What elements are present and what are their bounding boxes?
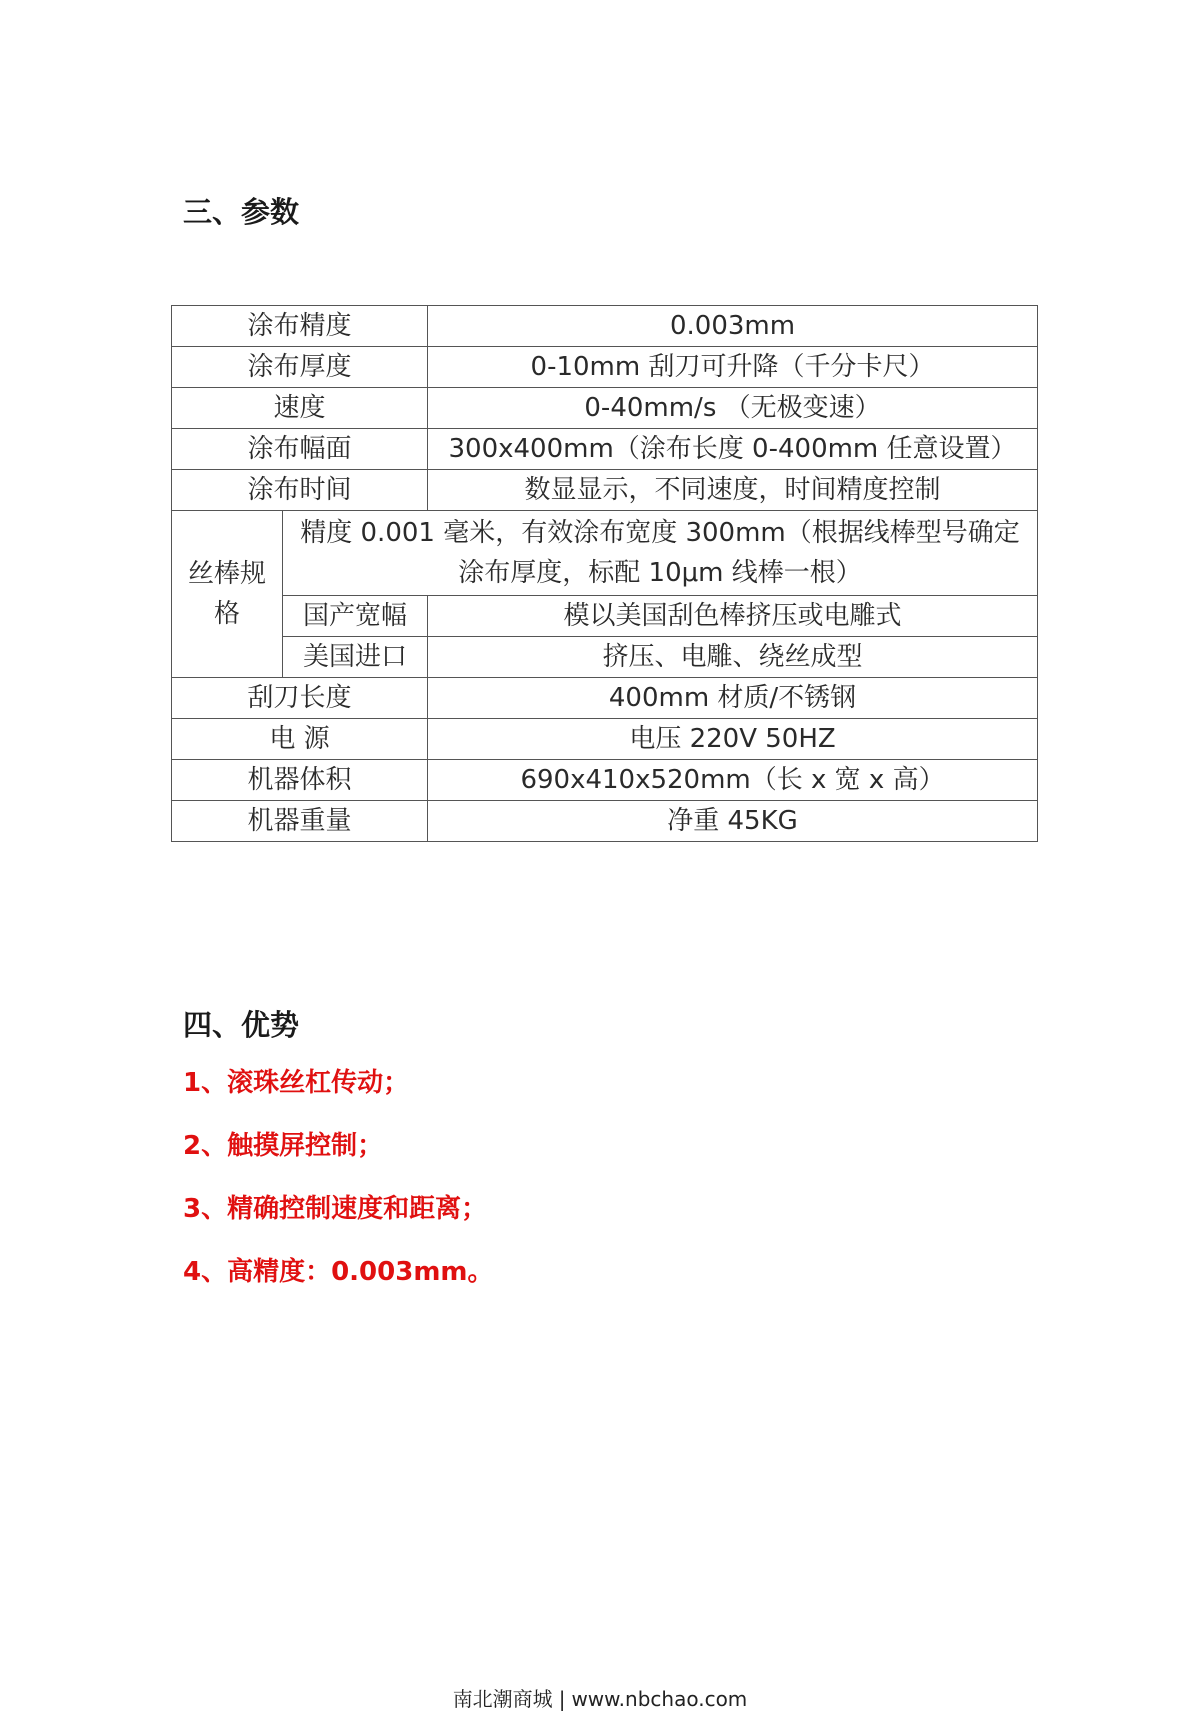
section-title-params: 三、参数 — [183, 195, 300, 229]
table-row — [172, 388, 1038, 429]
table-row — [172, 470, 1038, 511]
rod-spec-general: 精度 0.001 毫米，有效涂布宽度 300mm（根据线棒型号确定涂布厚度，标配 10μm 线棒一根） — [283, 511, 1038, 596]
param-label: 涂布精度 — [172, 306, 428, 347]
list-item: 1、滚珠丝杠传动； — [183, 1068, 410, 1098]
param-value: 电压 220V 50HZ — [428, 719, 1038, 760]
footer-url[interactable]: www.nbchao.com — [571, 1687, 748, 1711]
rod-sub-value: 挤压、电雕、绕丝成型 — [428, 637, 1038, 678]
table-row — [172, 429, 1038, 470]
param-value: 0.003mm — [428, 306, 1038, 347]
rod-sub-label: 国产宽幅 — [283, 596, 428, 637]
table-row — [172, 637, 1038, 678]
table-row — [172, 719, 1038, 760]
table-row — [172, 678, 1038, 719]
param-label: 机器体积 — [172, 760, 428, 801]
table-row — [172, 511, 1038, 596]
footer-site-name: 南北潮商城 — [452, 1687, 553, 1711]
section-title-advantages: 四、优势 — [183, 1008, 300, 1042]
param-label: 涂布幅面 — [172, 429, 428, 470]
rod-sub-label: 美国进口 — [283, 637, 428, 678]
table-row — [172, 760, 1038, 801]
param-value: 400mm 材质/不锈钢 — [428, 678, 1038, 719]
param-label: 涂布时间 — [172, 470, 428, 511]
param-value: 0-10mm 刮刀可升降（千分卡尺） — [428, 347, 1038, 388]
table-row — [172, 801, 1038, 842]
param-value: 净重 45KG — [428, 801, 1038, 842]
list-item: 4、高精度：0.003mm。 — [183, 1257, 494, 1287]
param-value: 300x400mm（涂布长度 0-400mm 任意设置） — [428, 429, 1038, 470]
param-value: 690x410x520mm（长 x 宽 x 高） — [428, 760, 1038, 801]
page-footer — [0, 1683, 1200, 1712]
footer-separator: | — [558, 1687, 566, 1711]
param-value: 数显显示，不同速度，时间精度控制 — [428, 470, 1038, 511]
param-label: 速度 — [172, 388, 428, 429]
param-label: 涂布厚度 — [172, 347, 428, 388]
list-item: 2、触摸屏控制； — [183, 1131, 384, 1161]
rod-spec-label: 丝棒规格 — [172, 511, 283, 678]
param-label: 机器重量 — [172, 801, 428, 842]
advantages-list — [183, 1068, 494, 1320]
rod-sub-value: 模以美国刮色棒挤压或电雕式 — [428, 596, 1038, 637]
table-row — [172, 306, 1038, 347]
table-row — [172, 347, 1038, 388]
param-label: 电 源 — [172, 719, 428, 760]
param-value: 0-40mm/s （无极变速） — [428, 388, 1038, 429]
params-table — [171, 305, 1038, 842]
param-label: 刮刀长度 — [172, 678, 428, 719]
table-row — [172, 596, 1038, 637]
list-item: 3、精确控制速度和距离； — [183, 1194, 488, 1224]
